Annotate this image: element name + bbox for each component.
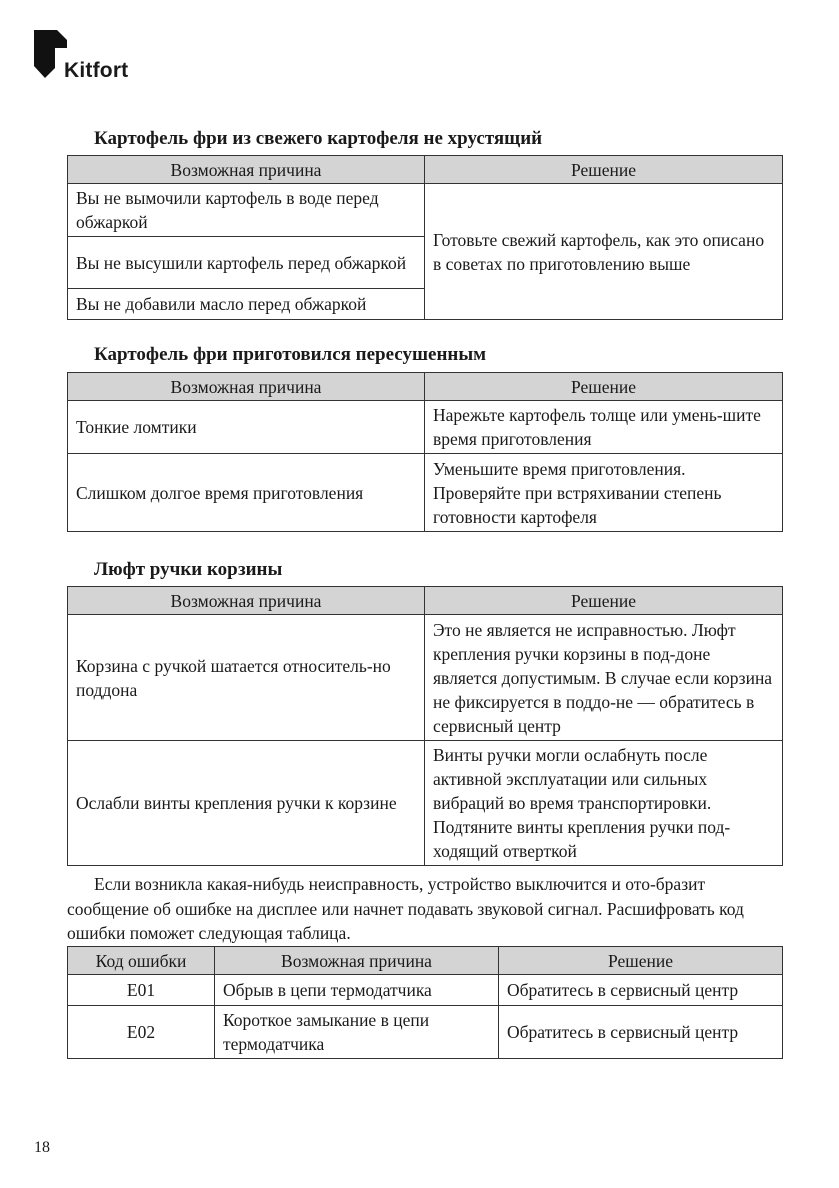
error-intro-paragraph [67,872,783,946]
solution-cell: Нарежьте картофель толще или умень-шите время приготовления [425,401,783,454]
header-solution: Решение [425,373,783,401]
kitfort-logo [31,28,151,88]
cause-cell: Короткое замыкание в цепи термодатчика [215,1006,499,1059]
table-not-crispy [67,155,783,320]
section-title-handle-play: Люфт ручки корзины [94,559,283,580]
solution-cell: Это не является не исправностью. Люфт крепления ручки корзины в под-доне является допустимым. В случае если корзина не фиксируется в поддо-не — обратитесь в сервисный центр [425,615,783,741]
solution-cell: Обратитесь в сервисный центр [499,1006,783,1059]
error-code-table [67,946,783,1059]
section-title-overdried: Картофель фри приготовился пересушенным [94,344,487,365]
solution-cell: Винты ручки могли ослабнуть после активной эксплуатации или сильных вибраций во время транспортировки. Подтяните винты крепления ручки под-ходящий отверткой [425,741,783,866]
page-number: 18 [34,1139,50,1156]
solution-cell: Готовьте свежий картофель, как это описано в советах по приготовлению выше [425,184,783,320]
section-title-not-crispy: Картофель фри из свежего картофеля не хрустящий [94,128,543,149]
header-cause: Возможная причина [68,156,425,184]
logo-text: Kitfort [64,59,129,82]
cause-cell: Корзина с ручкой шатается относитель-но поддона [68,615,425,741]
header-solution: Решение [425,156,783,184]
cause-cell: Обрыв в цепи термодатчика [215,975,499,1006]
solution-cell: Уменьшите время приготовления. Проверяйте при встряхивании степень готовности картофеля [425,454,783,532]
cause-cell: Слишком долгое время приготовления [68,454,425,532]
header-solution: Решение [425,587,783,615]
table-overdried [67,372,783,532]
header-solution: Решение [499,947,783,975]
error-code-cell: E01 [68,975,215,1006]
cause-cell: Вы не добавили масло перед обжаркой [68,289,425,320]
cause-cell: Вы не высушили картофель перед обжаркой [68,237,425,289]
header-cause: Возможная причина [215,947,499,975]
table-handle-play [67,586,783,866]
header-error-code: Код ошибки [68,947,215,975]
error-code-cell: E02 [68,1006,215,1059]
cause-cell: Тонкие ломтики [68,401,425,454]
solution-cell: Обратитесь в сервисный центр [499,975,783,1006]
cause-cell: Ослабли винты крепления ручки к корзине [68,741,425,866]
header-cause: Возможная причина [68,373,425,401]
cause-cell: Вы не вымочили картофель в воде перед обжаркой [68,184,425,237]
header-cause: Возможная причина [68,587,425,615]
error-intro-text: Если возникла какая-нибудь неисправность, устройство выключится и ото-бразит сообщение об ошибке на дисплее или начнет подавать звуковой сигнал. Расшифровать код ошибки поможет следующая таблица. [67,874,744,943]
